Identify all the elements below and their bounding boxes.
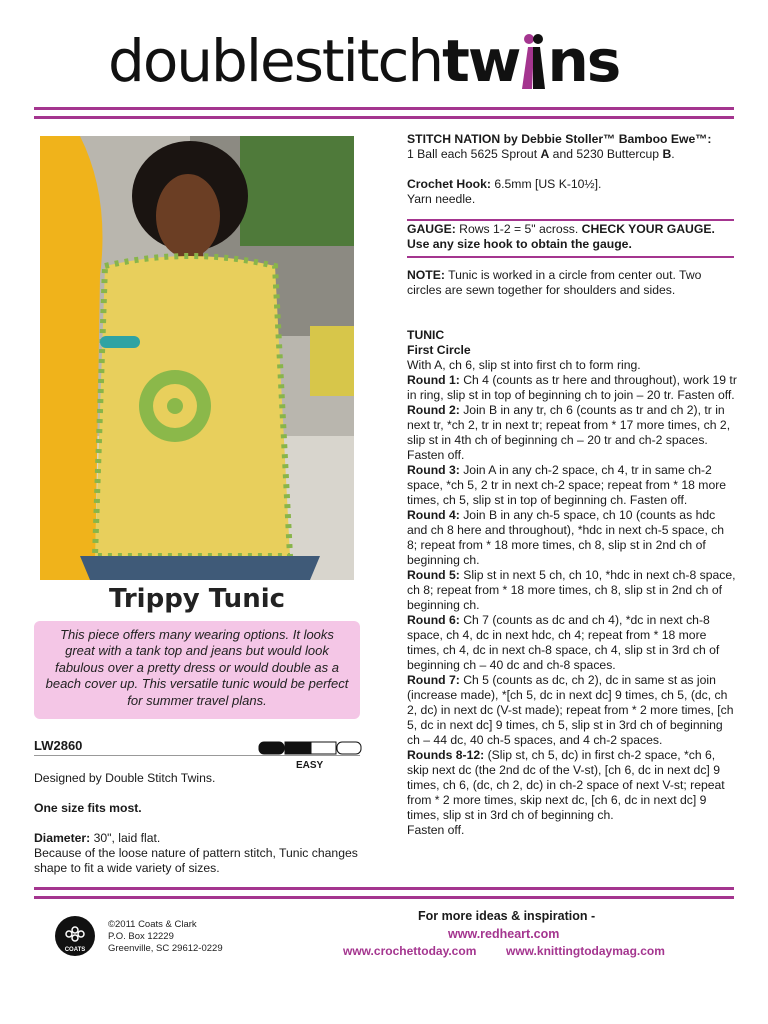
section-heading: TUNIC (407, 328, 445, 342)
yarn-b: B (662, 147, 672, 161)
note-block (407, 268, 737, 298)
round-text: Ch 7 (counts as dc and ch 4), *dc in next ch-8 space, ch 4, dc in next hdc, ch 4; repeat from * 18 more times, ch 4, dc in next ch-8 space, ch 4, slip st in 3rd ch of beginning ch – 40 dc and ch-8 spaces. (407, 613, 720, 672)
yarn-line-2: and 5230 Buttercup (549, 147, 663, 161)
gauge-rule-bottom (407, 256, 734, 258)
round-text: Ch 4 (counts as tr here and throughout), work 19 tr in ring, slip st in top of beginning ch to join – 20 tr. Fasten off. (407, 373, 737, 402)
round-label: Rounds 8-12: (407, 748, 485, 762)
round-text: Slip st in next 5 ch, ch 10, *hdc in next ch-8 space, ch 8; repeat from * 18 more times, ch 8, slip st in 2nd ch of beginning ch. (407, 568, 736, 612)
diameter-note: Because of the loose nature of pattern stitch, Tunic changes shape to fit a wide variety of sizes. (34, 846, 358, 875)
logo-word-double: double (108, 27, 294, 95)
pattern-number-rule (34, 755, 360, 756)
round-text: Join B in any tr, ch 6 (counts as tr and ch 2), tr in next tr, *ch 2, tr in next tr; repeat from * 17 more times, ch 2, slip st in 4th ch of beginning ch – 20 tr and ch-2 spaces. Fasten off. (407, 403, 731, 462)
hook-value: 6.5mm [US K-10½]. (490, 177, 602, 191)
round-6 (407, 613, 737, 673)
round-text: Join A in any ch-2 space, ch 4, tr in same ch-2 space, *ch 5, 2 tr in next ch-2 space; repeat from * 18 more times, ch 5, slip st in top of beginning ch. Fasten off. (407, 463, 727, 507)
round-5 (407, 568, 737, 613)
copyright-block (108, 919, 223, 955)
logo-word-stitch: stitch (293, 27, 443, 95)
link-crochettoday[interactable]: www.crochettoday.com (343, 944, 477, 958)
twins-figure-icon (519, 31, 547, 89)
round-4 (407, 508, 737, 568)
footer-rule-bottom (34, 896, 734, 899)
round-7 (407, 673, 737, 748)
diameter-label: Diameter: (34, 831, 91, 845)
gauge-label: GAUGE: (407, 222, 456, 236)
gauge-check: CHECK YOUR GAUGE. Use any size hook to obtain the gauge. (407, 222, 715, 251)
round-text: Join B in any ch-5 space, ch 10 (counts as hdc and ch 8 here and throughout), *hdc in next ch-5 space, ch 8; repeat from * 18 more times, ch 8, slip st in 2nd ch of beginning ch. (407, 508, 725, 567)
gauge-block (407, 222, 734, 252)
round-label: Round 4: (407, 508, 460, 522)
page-title: Trippy Tunic (108, 584, 286, 614)
round-label: Round 2: (407, 403, 460, 417)
round-label: Round 5: (407, 568, 460, 582)
header-rule-top (34, 107, 734, 110)
pattern-number: LW2860 (34, 738, 83, 753)
header-rule-bottom (34, 116, 734, 119)
round-8-12 (407, 748, 737, 823)
gauge-value: Rows 1-2 = 5" across. (455, 222, 582, 236)
model-photo (40, 136, 354, 580)
diameter-value: 30", laid flat. (90, 831, 161, 845)
coats-logo-icon (54, 915, 96, 957)
hook-label: Crochet Hook: (407, 177, 491, 191)
city: Greenville, SC 29612-0229 (108, 943, 223, 954)
gauge-rule-top (407, 219, 734, 221)
intro-box: This piece offers many wearing options. It looks great with a tank top and jeans but would look fabulous over a pretty dress or would double as a beach cover up. This versatile tunic would be perfect for summer travel plans. (34, 621, 360, 719)
round-label: Round 6: (407, 613, 460, 627)
note-text: Tunic is worked in a circle from center out. Two circles are sewn together for shoulders and sides. (407, 268, 702, 297)
skill-level-label: EASY (296, 760, 324, 771)
skill-level-icon (258, 741, 362, 755)
link-redheart[interactable]: www.redheart.com (448, 927, 560, 941)
yarn-line-3: . (671, 147, 675, 161)
pattern-instructions (407, 328, 737, 838)
footer-rule-top (34, 887, 734, 890)
po-box: P.O. Box 12229 (108, 931, 174, 942)
materials-yarn (407, 132, 737, 162)
size-info: One size fits most. (34, 801, 142, 815)
pattern-end: Fasten off. (407, 823, 465, 837)
round-text: Ch 5 (counts as dc, ch 2), dc in same st as join (increase made), *[ch 5, dc in next dc] 9 times, ch 5, (dc, ch 2, dc) in next dc (V-st made); repeat from * 2 more times, [ch 5, dc in next dc] 9 times, ch 5, slip st in 3rd ch of beginning ch – 44 dc, 40 ch-5 spaces, and 4 ch-2 spaces. (407, 673, 734, 747)
diameter-info (34, 831, 360, 876)
more-ideas-text: For more ideas & inspiration - (418, 909, 596, 923)
designer-credit: Designed by Double Stitch Twins. (34, 771, 216, 785)
link-knittingtoday[interactable]: www.knittingtodaymag.com (506, 944, 665, 958)
round-label: Round 1: (407, 373, 460, 387)
round-label: Round 7: (407, 673, 460, 687)
yarn-line-1: 1 Ball each 5625 Sprout (407, 147, 541, 161)
pattern-start: With A, ch 6, slip st into first ch to form ring. (407, 358, 641, 372)
copyright: ©2011 Coats & Clark (108, 919, 197, 930)
round-1 (407, 373, 737, 403)
round-2 (407, 403, 737, 463)
logo-word-tw: tw (442, 27, 520, 95)
coats-label: COATS (64, 947, 86, 953)
round-3 (407, 463, 737, 508)
subsection-heading: First Circle (407, 343, 471, 357)
logo-word-ns: ns (547, 27, 620, 95)
materials-hook (407, 177, 737, 207)
brand-logo (108, 22, 668, 100)
needle: Yarn needle. (407, 192, 476, 206)
yarn-a: A (540, 147, 550, 161)
round-text: (Slip st, ch 5, dc) in first ch-2 space, *ch 6, skip next dc (the 2nd dc of the V-st), [ch 6, dc in next dc] 9 times, ch 6, (dc, ch 2, dc) in ch-2 space of next V-st; repeat from * 2 more times, skip next dc, [ch 6, dc in next dc] 9 times, slip st in 3rd ch of beginning ch. (407, 748, 725, 822)
round-label: Round 3: (407, 463, 460, 477)
yarn-heading: STITCH NATION by Debbie Stoller™ Bamboo Ewe™: (407, 132, 712, 146)
note-label: NOTE: (407, 268, 445, 282)
